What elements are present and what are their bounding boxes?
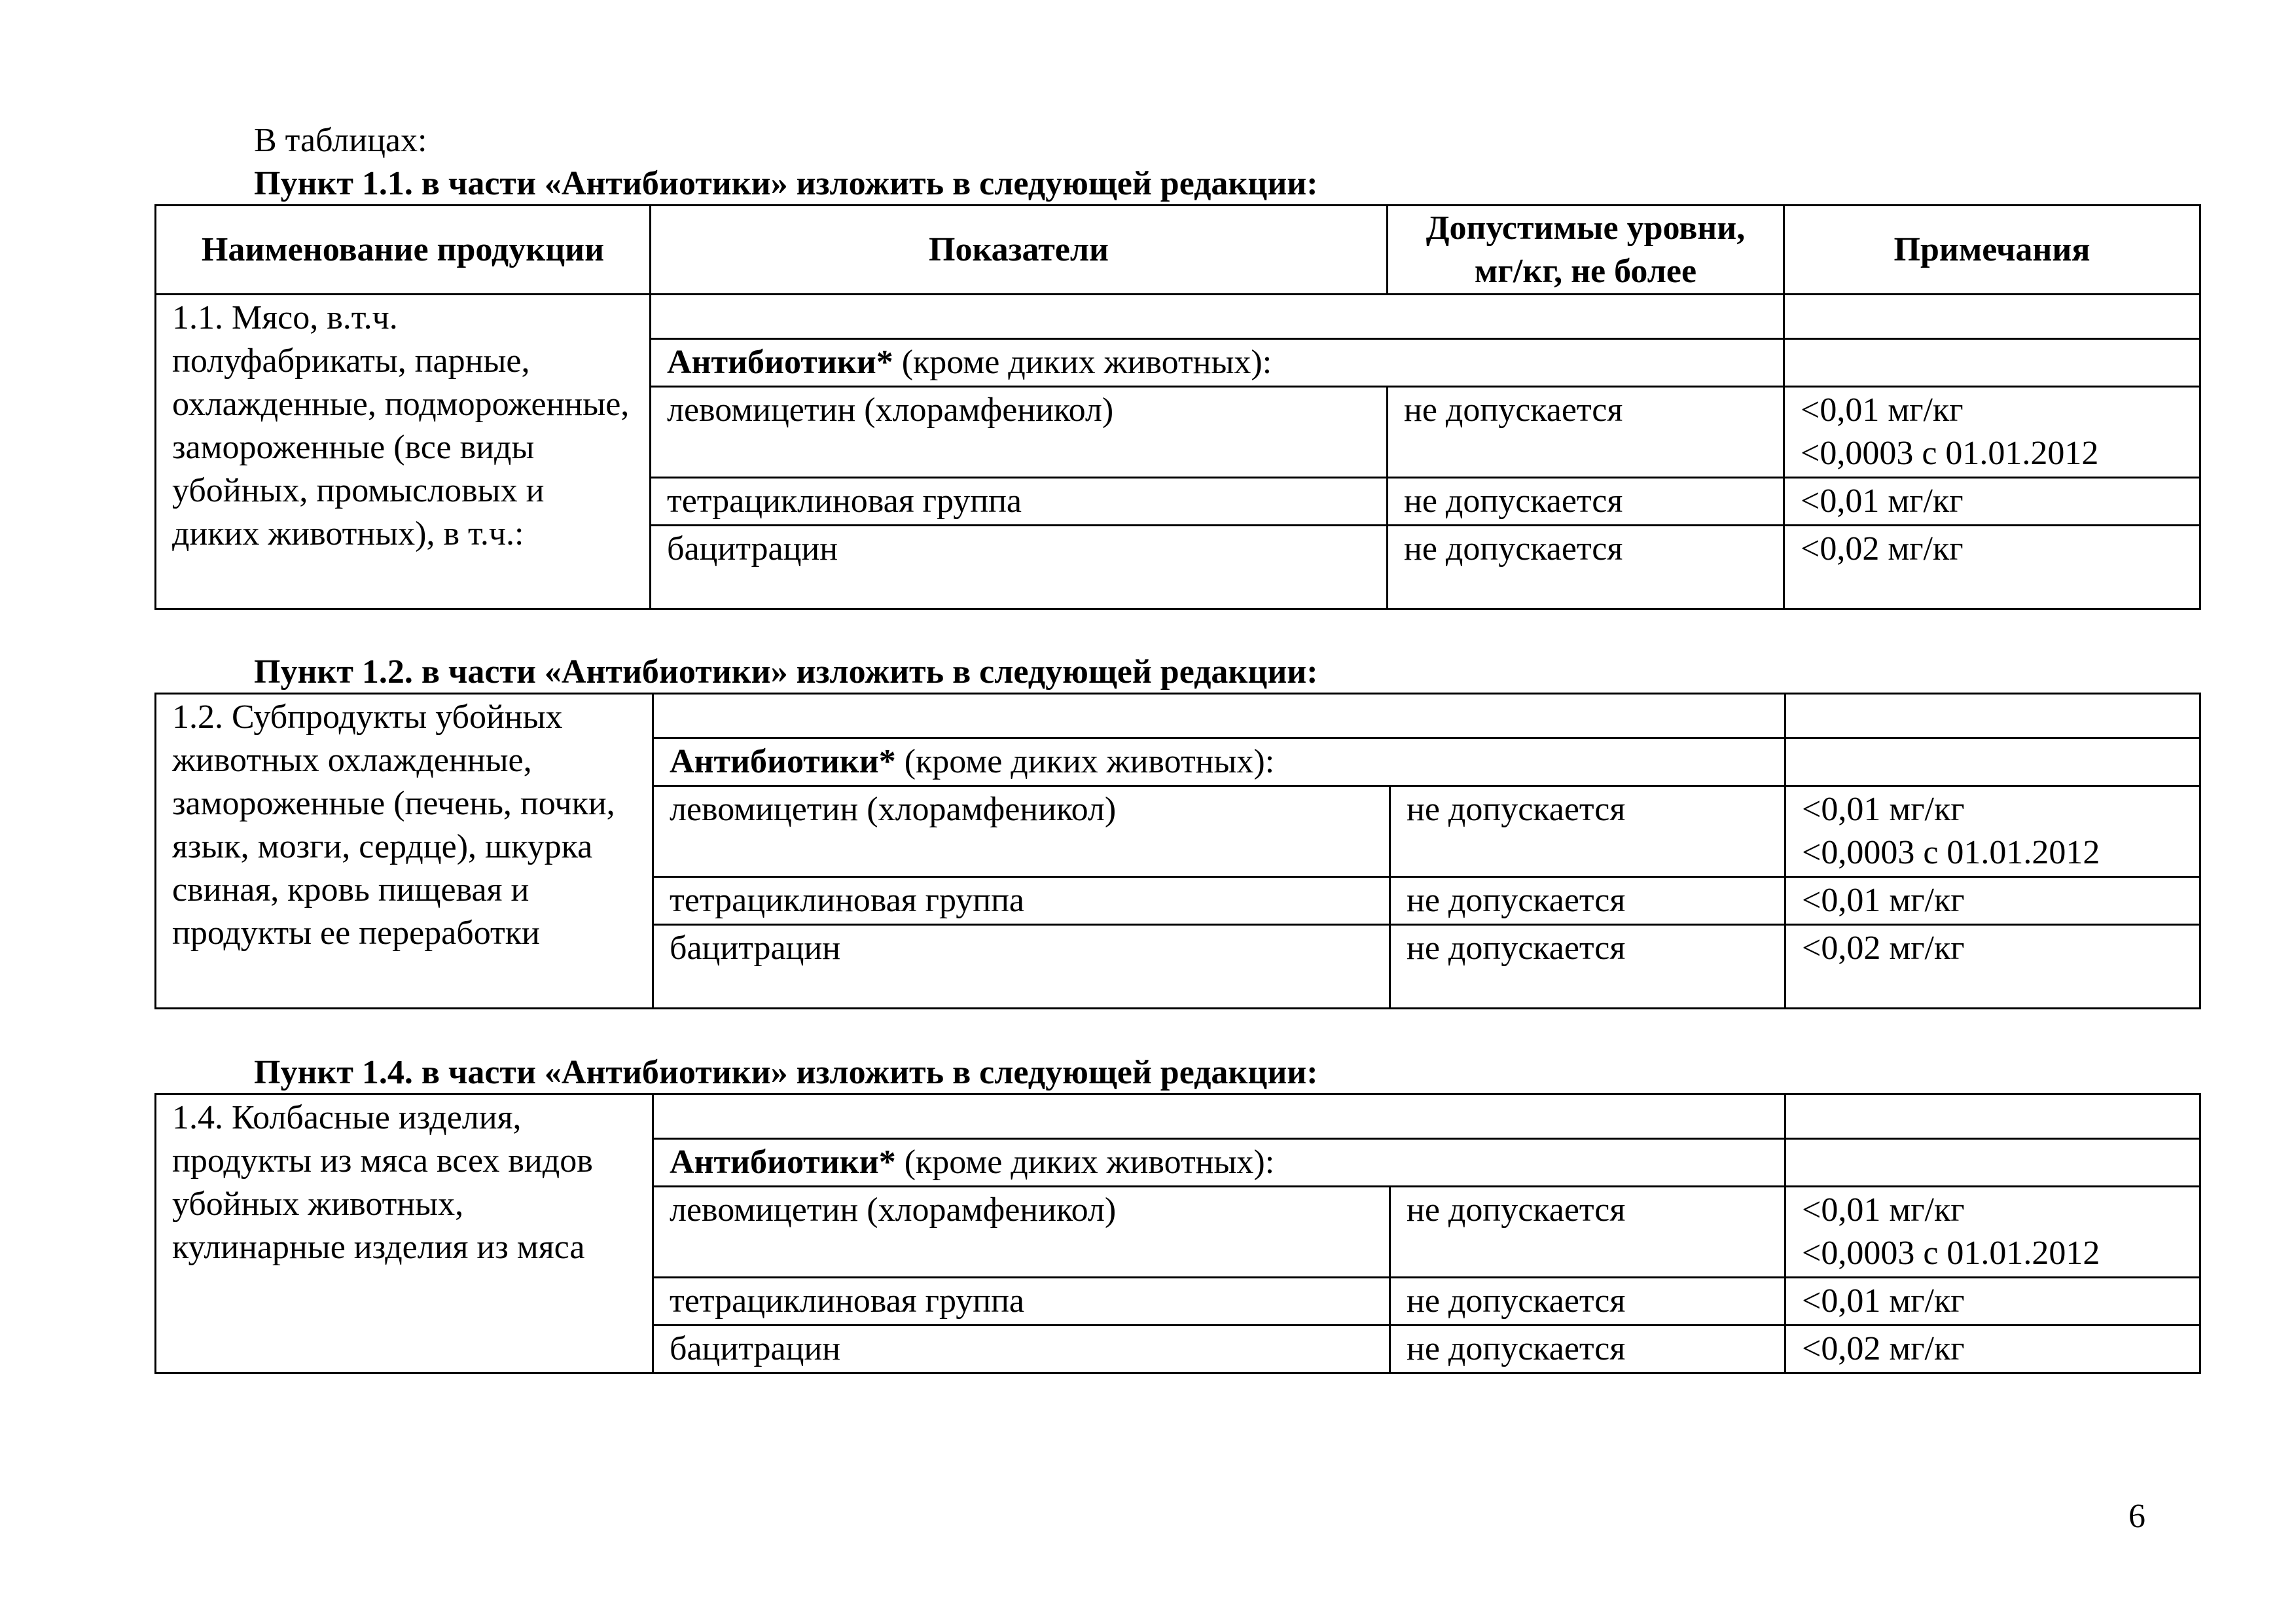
indicator-cell: бацитрацин [653, 925, 1390, 1009]
table-header-row [156, 206, 2200, 295]
section-heading-1-4: Пункт 1.4. в части «Антибиотики» изложить в следующей редакции: [254, 1054, 1318, 1091]
empty-cell [1784, 339, 2200, 387]
indicator-cell: тетрациклиновая группа [651, 478, 1388, 526]
note-line: <0,0003 с 01.01.2012 [1802, 834, 2100, 871]
product-cell: 1.4. Колбасные изделия, продукты из мяса всех видов убойных животных, кулинарные изделия из мяса [156, 1094, 653, 1373]
group-label: Антибиотики* [670, 1144, 896, 1181]
note-line: <0,01 мг/кг [1801, 391, 1964, 429]
indicator-cell: бацитрацин [651, 526, 1388, 609]
table-row [156, 1094, 2200, 1139]
level-cell: не допускается [1388, 478, 1784, 526]
level-cell: не допускается [1390, 1278, 1785, 1326]
notes-cell: <0,01 мг/кг [1785, 877, 2200, 925]
level-cell: не допускается [1388, 526, 1784, 609]
column-header-product: Наименование продукции [156, 206, 651, 295]
note-line: <0,0003 с 01.01.2012 [1801, 435, 2099, 472]
table-section-1-1 [154, 204, 2201, 610]
group-note: (кроме диких животных): [895, 743, 1275, 780]
note-line: <0,01 мг/кг [1802, 791, 1965, 828]
empty-cell [1785, 1139, 2200, 1187]
note-line: <0,01 мг/кг [1802, 1191, 1965, 1229]
empty-cell [1784, 295, 2200, 339]
level-cell: не допускается [1388, 387, 1784, 478]
table-row [156, 295, 2200, 339]
intro-text: В таблицах: [254, 122, 427, 159]
level-cell: не допускается [1390, 1326, 1785, 1373]
indicator-cell: тетрациклиновая группа [653, 877, 1390, 925]
notes-cell: <0,02 мг/кг [1785, 1326, 2200, 1373]
notes-cell [1785, 786, 2200, 877]
group-note: (кроме диких животных): [895, 1144, 1275, 1181]
indicator-cell: левомицетин (хлорамфеникол) [653, 786, 1390, 877]
table-section-1-2 [154, 693, 2201, 1009]
group-label: Антибиотики* [667, 344, 893, 381]
group-label: Антибиотики* [670, 743, 896, 780]
column-header-notes: Примечания [1784, 206, 2200, 295]
note-line: <0,0003 с 01.01.2012 [1802, 1235, 2100, 1272]
indicator-cell: тетрациклиновая группа [653, 1278, 1390, 1326]
level-cell: не допускается [1390, 1187, 1785, 1278]
level-cell: не допускается [1390, 786, 1785, 877]
notes-cell: <0,01 мг/кг [1785, 1278, 2200, 1326]
notes-cell: <0,02 мг/кг [1785, 925, 2200, 1009]
page-number: 6 [2128, 1498, 2145, 1535]
level-cell: не допускается [1390, 877, 1785, 925]
group-cell [651, 339, 1784, 387]
notes-cell: <0,02 мг/кг [1784, 526, 2200, 609]
empty-cell [1785, 738, 2200, 786]
level-cell: не допускается [1390, 925, 1785, 1009]
empty-cell [1785, 694, 2200, 738]
empty-cell [653, 694, 1785, 738]
indicator-cell: левомицетин (хлорамфеникол) [653, 1187, 1390, 1278]
empty-cell [1785, 1094, 2200, 1139]
indicator-cell: левомицетин (хлорамфеникол) [651, 387, 1388, 478]
table-row [156, 694, 2200, 738]
product-cell: 1.1. Мясо, в.т.ч. полуфабрикаты, парные, охлажденные, подмороженные, замороженные (все виды убойных, промысловых и диких животных), в т.ч.: [156, 295, 651, 609]
notes-cell [1785, 1187, 2200, 1278]
column-header-level: Допустимые уровни, мг/кг, не более [1388, 206, 1784, 295]
indicator-cell: бацитрацин [653, 1326, 1390, 1373]
section-heading-1-1: Пункт 1.1. в части «Антибиотики» изложить в следующей редакции: [254, 165, 1318, 202]
empty-cell [651, 295, 1784, 339]
notes-cell [1784, 387, 2200, 478]
notes-cell: <0,01 мг/кг [1784, 478, 2200, 526]
group-note: (кроме диких животных): [893, 344, 1272, 381]
section-heading-1-2: Пункт 1.2. в части «Антибиотики» изложить в следующей редакции: [254, 653, 1318, 691]
column-header-indicator: Показатели [651, 206, 1388, 295]
group-cell [653, 1139, 1785, 1187]
table-section-1-4 [154, 1093, 2201, 1374]
product-cell: 1.2. Субпродукты убойных животных охлажденные, замороженные (печень, почки, язык, мозги, сердце), шкурка свиная, кровь пищевая и продукты ее переработки [156, 694, 653, 1009]
empty-cell [653, 1094, 1785, 1139]
group-cell [653, 738, 1785, 786]
